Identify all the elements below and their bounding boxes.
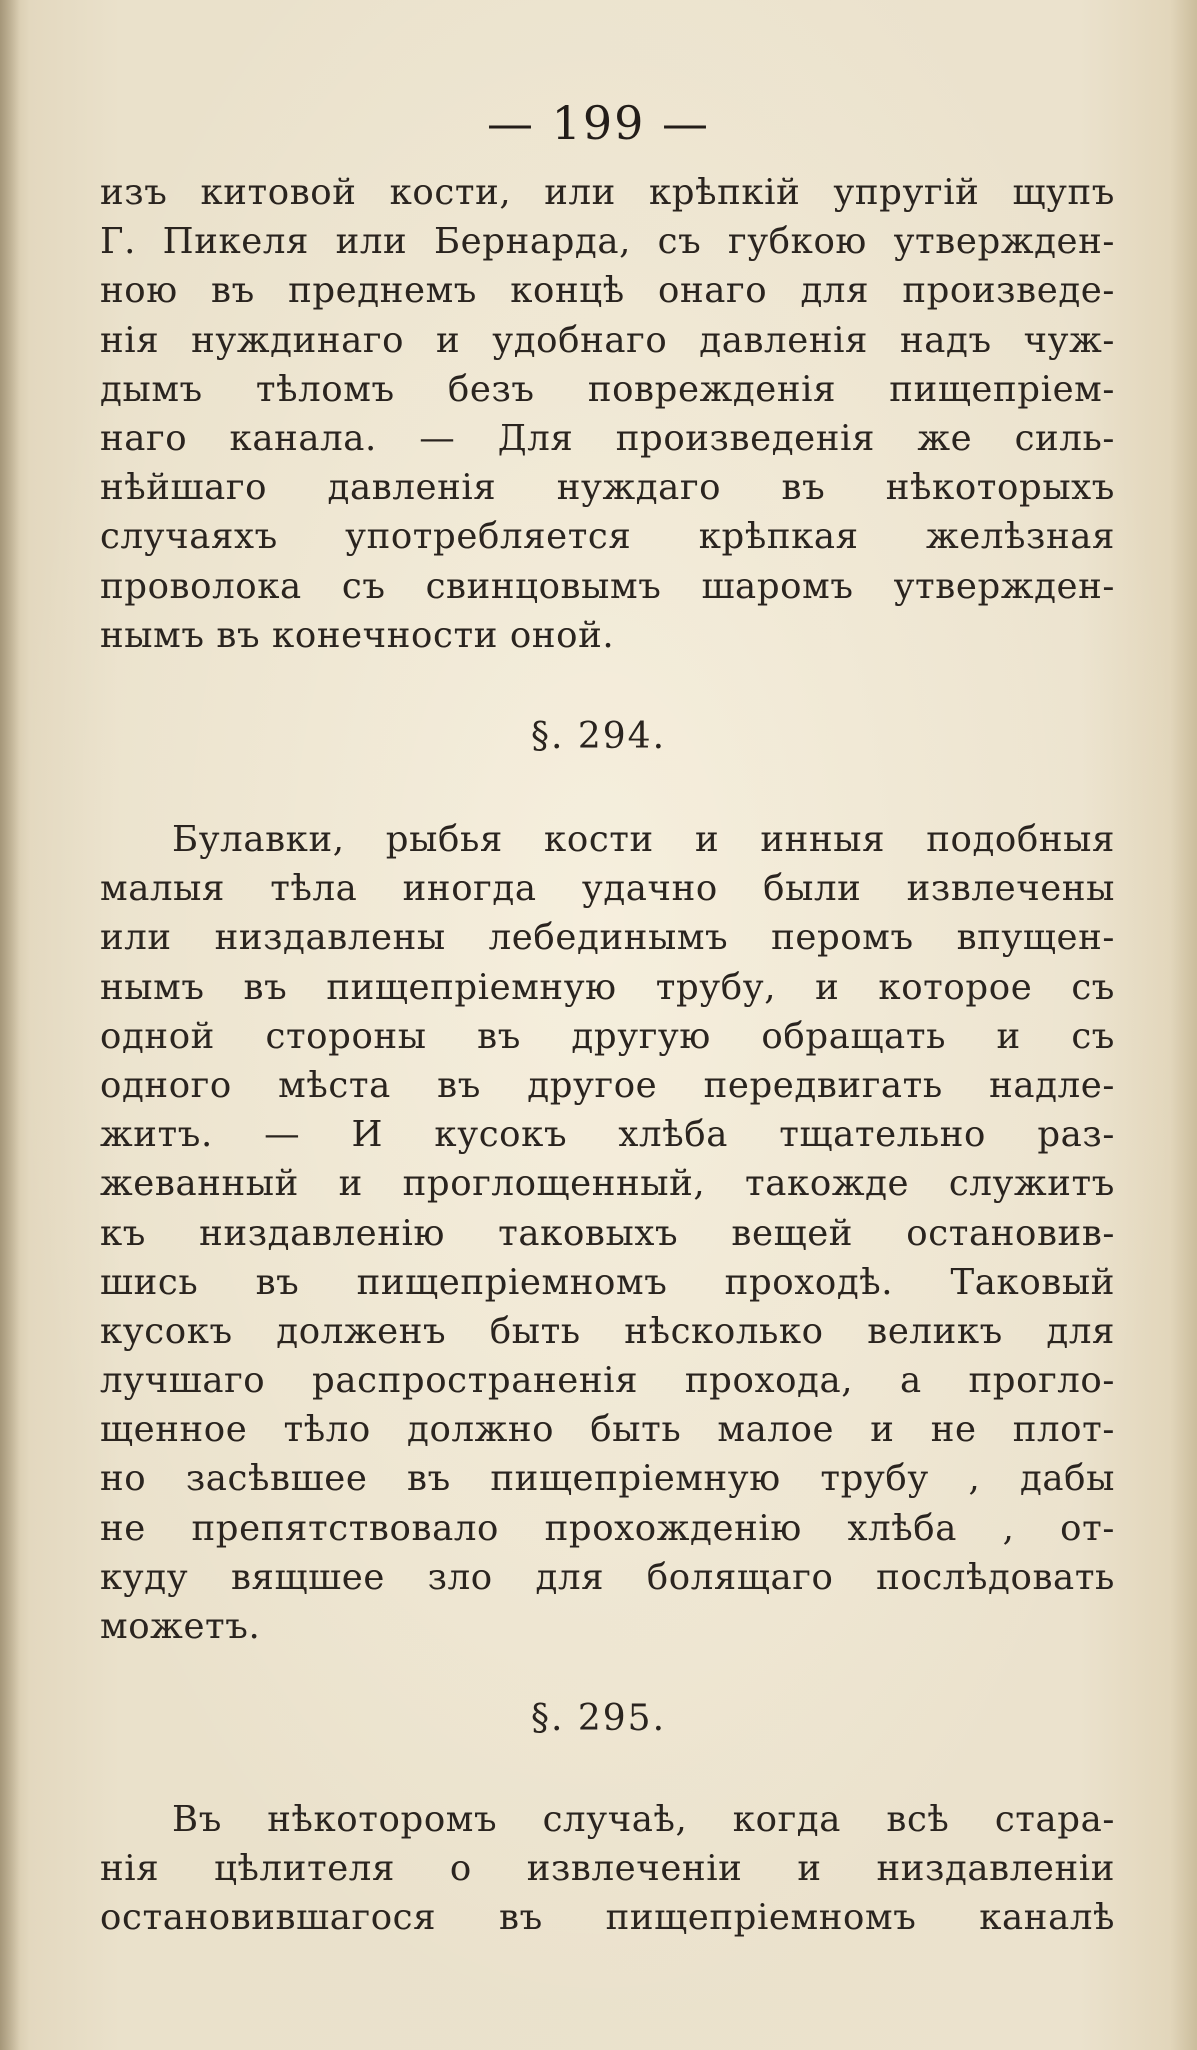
text-line: нымъ въ пищепріемную трубу, и которое съ — [100, 966, 1115, 1008]
text-line: одной стороны въ другую обращать и съ — [100, 1015, 1115, 1057]
text-line: или низдавлены лебединымъ перомъ впущен- — [100, 917, 1115, 959]
text-line: жеванный и проглощенный, такожде служитъ — [100, 1163, 1115, 1205]
text-line: нѣйшаго давленія нуждаго въ нѣкоторыхъ — [100, 467, 1115, 509]
text-line: дымъ тѣломъ безъ поврежденія пищепріем- — [100, 368, 1115, 410]
text-line: ною въ преднемъ концѣ онаго для произведе- — [100, 270, 1115, 312]
text-line: наго канала. — Для произведенія же силь- — [100, 417, 1115, 459]
text-line: нія цѣлителя о извлеченіи и низдавленіи — [100, 1848, 1115, 1890]
text-line: Г. Пикеля или Бернарда, съ губкою утвержден- — [100, 221, 1115, 263]
text-line: малыя тѣла иногда удачно были извлечены — [100, 868, 1115, 910]
text-line: одного мѣста въ другое передвигать надле- — [100, 1064, 1115, 1106]
page-number: — 199 — — [486, 96, 711, 150]
text-line: житъ. — И кусокъ хлѣба тщательно раз- — [100, 1114, 1115, 1156]
text-line: лучшаго распространенія прохода, а прогло- — [100, 1360, 1115, 1402]
section-heading-294: §. 294. — [530, 716, 667, 757]
text-line: куду вящшее зло для болящаго послѣдовать — [100, 1556, 1115, 1598]
section-294-paragraph — [100, 815, 1115, 1651]
binding-shadow — [0, 0, 20, 2050]
text-line: нія нуждинаго и удобнаго давленія надъ чуж- — [100, 319, 1115, 361]
text-line: щенное тѣло должно быть малое и не плот- — [100, 1409, 1115, 1451]
text-line: случаяхъ употребляется крѣпкая желѣзная — [100, 516, 1115, 558]
section-295-paragraph — [100, 1795, 1115, 1943]
text-line: можетъ. — [100, 1606, 261, 1647]
text-line: Въ нѣкоторомъ случаѣ, когда всѣ стара- — [172, 1799, 1115, 1840]
text-line: остановившагося въ пищепріемномъ каналѣ — [100, 1897, 1115, 1939]
text-line: кусокъ долженъ быть нѣсколько великъ для — [100, 1310, 1115, 1352]
text-line: изъ китовой кости, или крѣпкій упругій щупъ — [100, 172, 1115, 213]
text-line: къ низдавленію таковыхъ вещей остановив- — [100, 1212, 1115, 1254]
text-line: шись въ пищепріемномъ проходѣ. Таковый — [100, 1261, 1115, 1303]
text-line: проволока съ свинцовымъ шаромъ утвержден- — [100, 565, 1115, 607]
section-heading-295: §. 295. — [530, 1698, 667, 1739]
text-line: но засѣвшее въ пищепріемную трубу , дабы — [100, 1458, 1115, 1500]
text-line: Булавки, рыбья кости и инныя подобныя — [172, 819, 1115, 860]
paragraph-continuation — [100, 168, 1115, 660]
text-line: не препятствовало прохожденію хлѣба , от- — [100, 1507, 1115, 1549]
text-line: нымъ въ конечности оной. — [100, 614, 615, 656]
